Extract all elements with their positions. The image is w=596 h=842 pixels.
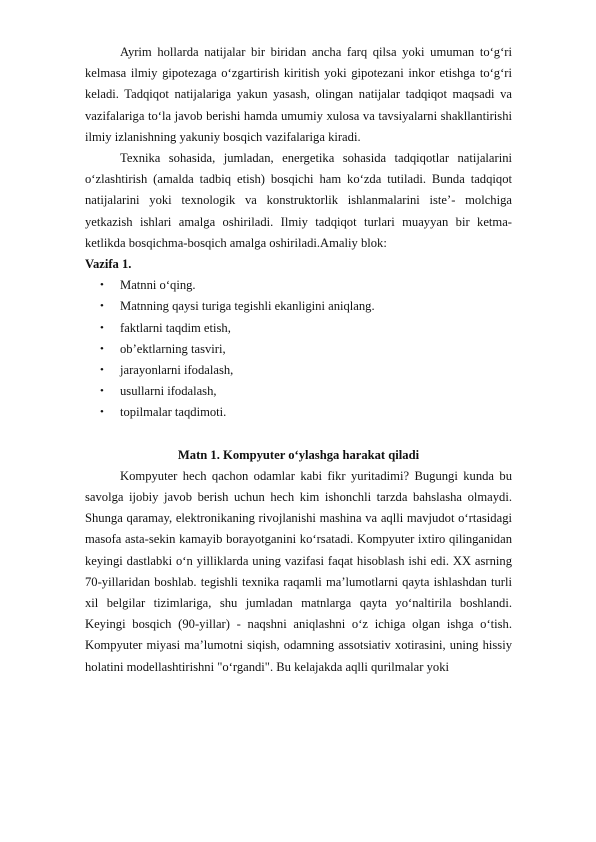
list-item-text: Matnning qaysi turiga tegishli ekanligini aniqlang. [120, 299, 375, 314]
list-item-text: usullarni ifodalash, [120, 384, 217, 399]
list-item-text: faktlarni taqdim etish, [120, 320, 231, 335]
paragraph-computer: Kompyuter hech qachon odamlar kabi fikr yuritadimi? Bugungi kunda bu savolga ijobiy javob berish uchun hech kim ishonchli tarzda bahslasha olmaydi. Shunga qaramay, elektronikaning rivojlanishi mashina va aqlli mavjudot o‘rtasidagi masofa asta-sekin kamayib borayotganini ko‘rsatadi. Kompyuter ixtiro qilinganidan keyingi dastlabki o‘n yilliklarda uning vazifasi faqat hisoblash ishi edi. XX asrning 70-yillaridan boshlab. tegishli texnika raqamli ma’lumotlarni qayta ishlashdan turli xil belgilar tizimlariga, shu jumladan matnlarga qayta yo‘naltirila boshlandi. Keyingi bosqich (90-yillar) - naqshni aniqlashni o‘z ichiga olgan ishga o‘tish. Kompyuter miyasi ma’lumotni siqish, odamning assotsiativ xotirasini, uning hissiy holatini modellashtirishni "o‘rgandi". Bu kelajakda aqlli qurilmalar yoki [85, 468, 512, 674]
list-item-text: ob’ektlarning tasviri, [120, 341, 226, 356]
bullet-icon: • [100, 364, 104, 377]
list-item [85, 339, 512, 360]
blank-line [85, 424, 512, 445]
list-item [85, 275, 512, 296]
list-item [85, 360, 512, 381]
list-item [85, 296, 512, 317]
bullet-icon: • [100, 406, 104, 419]
paragraph-technology: Texnika sohasida, jumladan, energetika sohasida tadqiqotlar natijalarini o‘zlashtirish (amalda tadbiq etish) bosqichi ham ko‘zda tutiladi. Bunda tadqiqot natijalarini yoki texnologik va konstruktorlik ishlanmalarini iste’- molchiga yetkazish ishlari amalga oshiriladi. Ilmiy tadqiqot turlari muayyan bir ketma-ketlikda bosqichma-bosqich amalga oshiriladi.Amaliy blok: [85, 151, 512, 250]
bullet-icon: • [100, 321, 104, 334]
list-item-text: jarayonlarni ifodalash, [120, 363, 234, 378]
bullet-icon: • [100, 385, 104, 398]
bullet-icon: • [100, 300, 104, 313]
bullet-icon: • [100, 342, 104, 355]
document-page [85, 42, 512, 678]
task-list [85, 275, 512, 423]
bullet-icon: • [100, 279, 104, 292]
list-item-text: topilmalar taqdimoti. [120, 405, 227, 420]
text-title: Matn 1. Kompyuter o‘ylashga harakat qiladi [177, 447, 420, 462]
task-heading: Vazifa 1. [85, 257, 132, 272]
list-item [85, 402, 512, 423]
list-item-text: Matnni o‘qing. [120, 278, 196, 293]
list-item [85, 318, 512, 339]
paragraph-results: Ayrim hollarda natijalar bir biridan ancha farq qilsa yoki umuman to‘g‘ri kelmasa ilmiy gipotezaga o‘zgartirish kiritish yoki gipotezani inkor etishga to‘g‘ri keladi. Tadqiqot natijalariga yakun yasash, olingan natijalar tadqiqot maqsadi va vazifalariga to‘la javob berishi hamda umumiy xulosa va tavsiyalarni shakllantirishi ilmiy izlanishning yakuniy bosqich vazifalariga kiradi. [85, 45, 512, 144]
list-item [85, 381, 512, 402]
